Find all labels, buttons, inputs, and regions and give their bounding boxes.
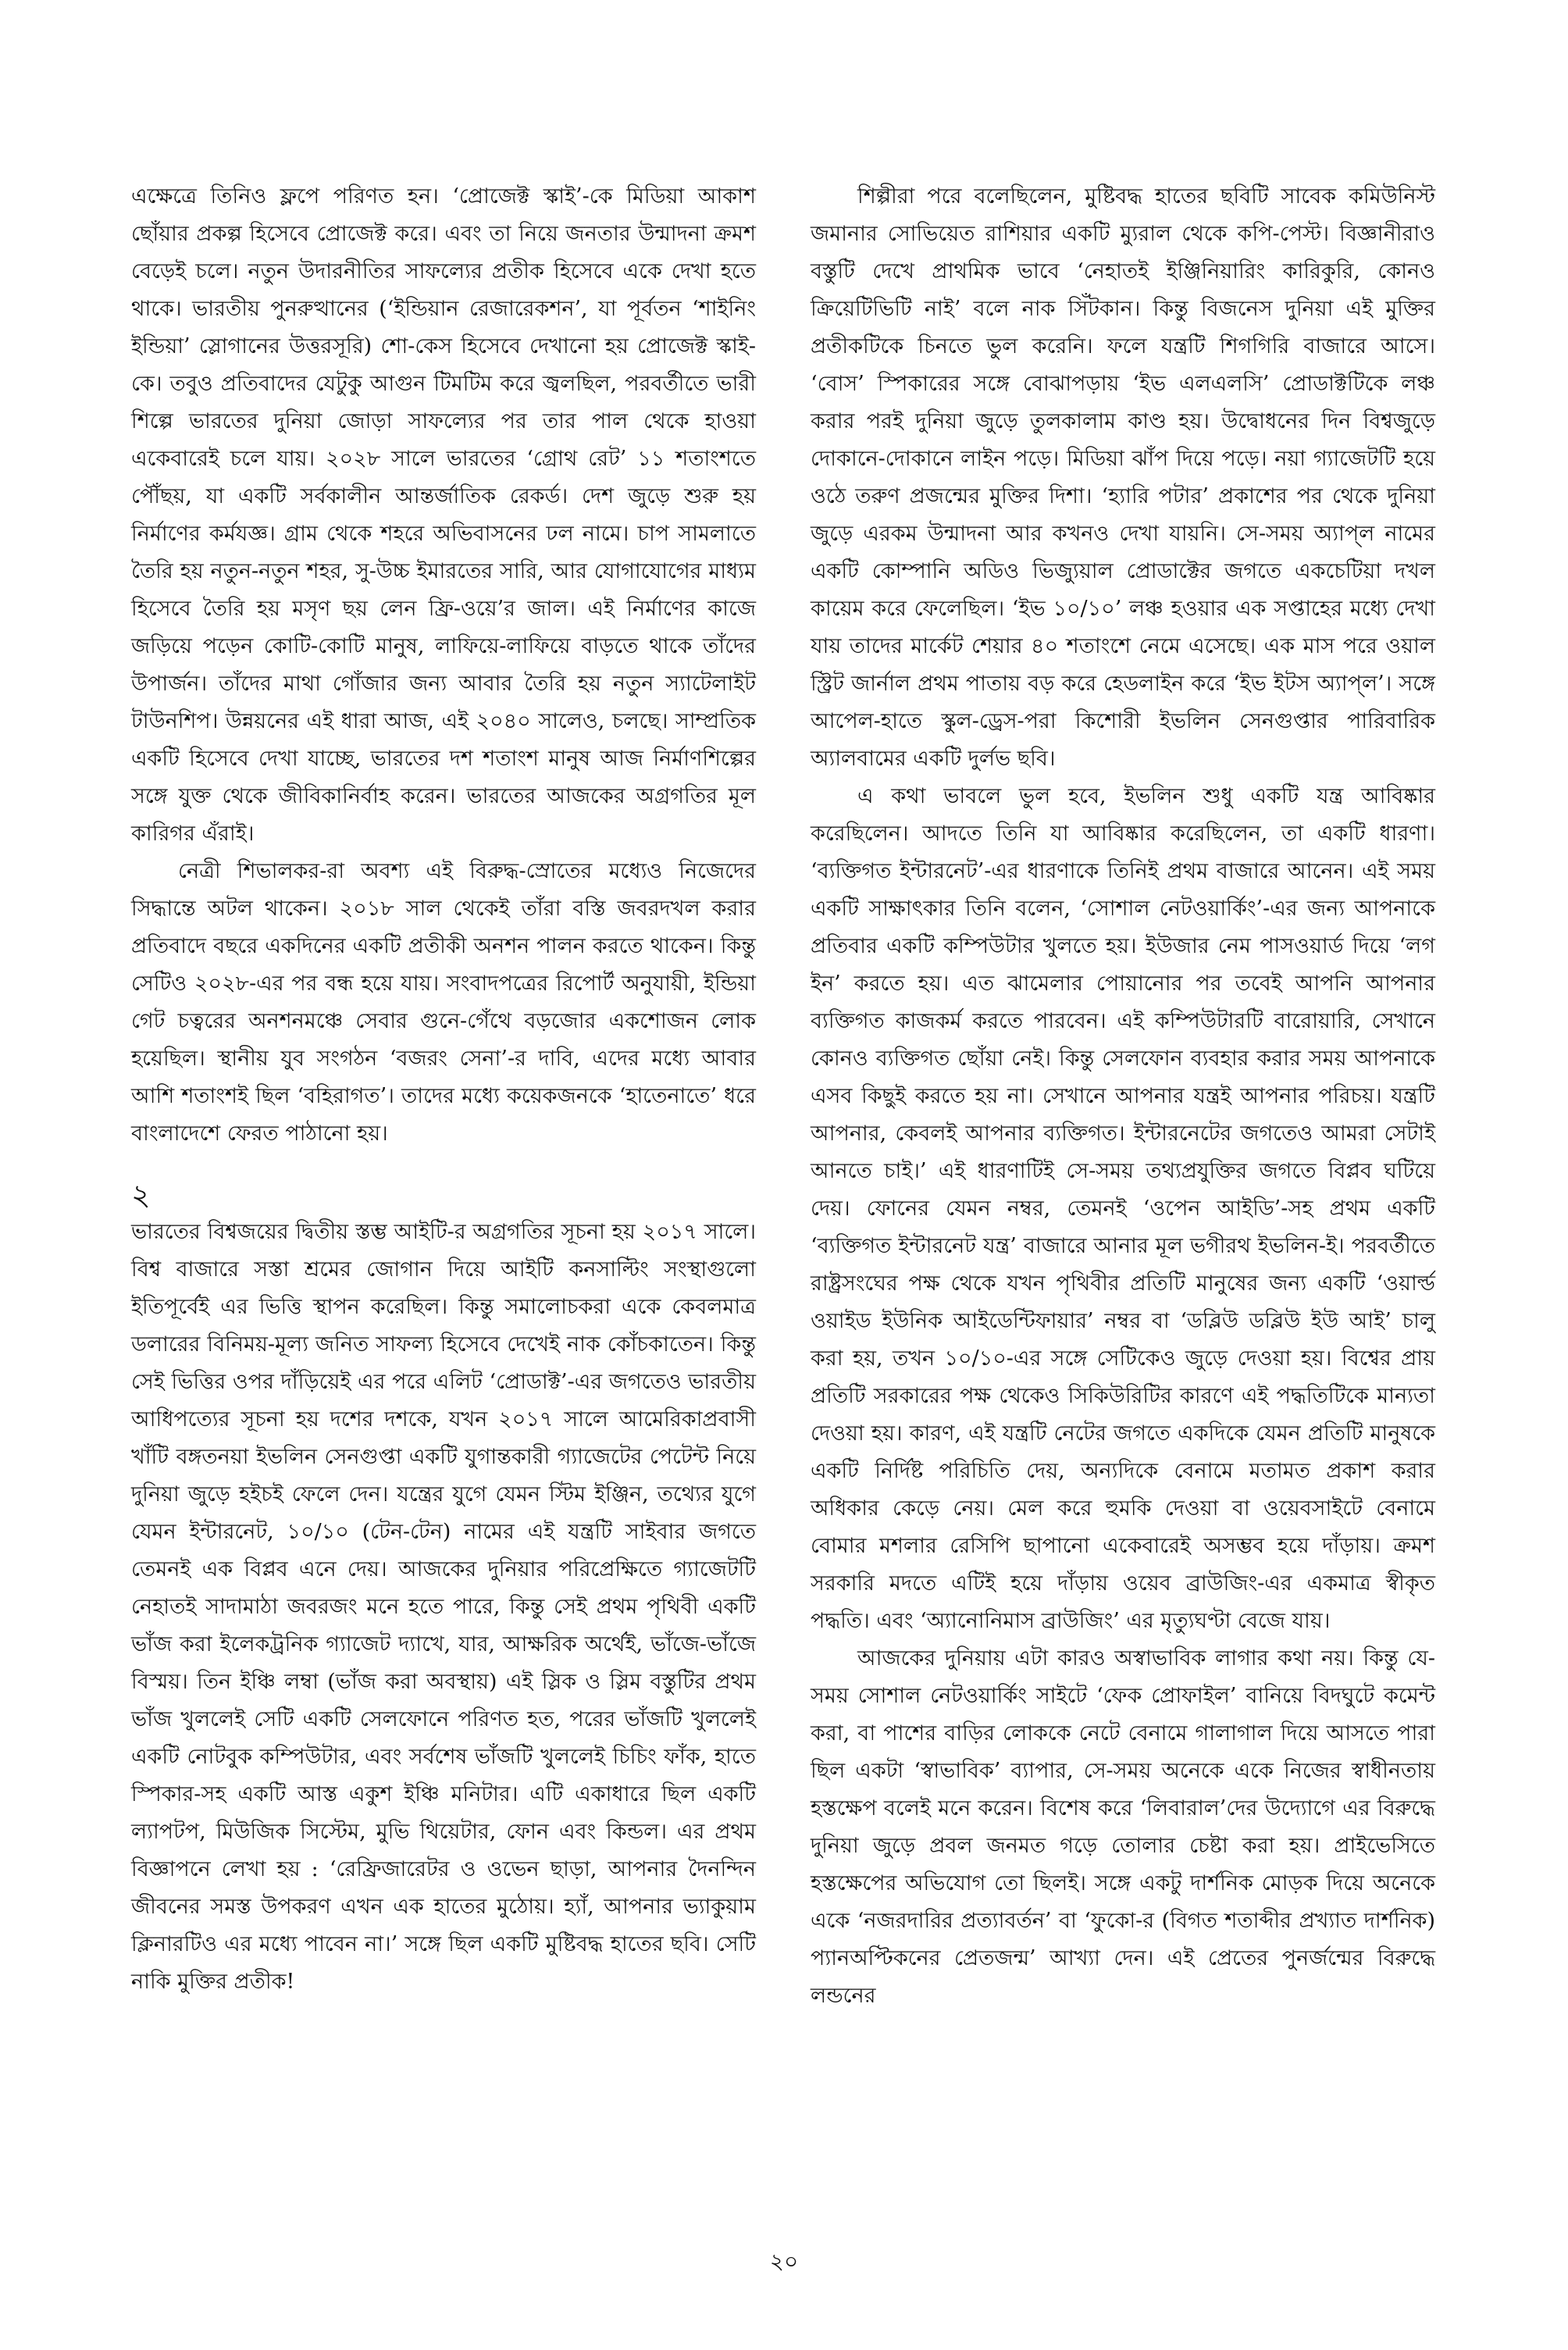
left-paragraph-1: এক্ষেত্রে তিনিও ফ্লপে পরিণত হন। ‘প্রোজেক্ট স্কাই’-কে মিডিয়া আকাশ ছোঁয়ার প্রকল্প হিসেবে প্রোজেক্ট করে। এবং তা নিয়ে জনতার উন্মাদনা ক্রমশ বেড়েই চলে। নতুন উদারনীতির সাফল্যের প্রতীক হিসেবে একে দেখা হতে থাকে। ভারতীয় পুনরুত্থানের (‘ইন্ডিয়ান রেজারেকশন’, যা পূর্বতন ‘শাইনিং ইন্ডিয়া’ স্লোগানের উত্তরসূরি) শো-কেস হিসেবে দেখানো হয় প্রোজেক্ট স্কাই-কে। তবুও প্রতিবাদের যেটুকু আগুন টিমটিম করে জ্বলছিল, পরবর্তীতে ভারী শিল্পে ভারতের দুনিয়া জোড়া সাফল্যের পর তার পাল থেকে হাওয়া একেবারেই চলে যায়। ২০২৮ সালে ভারতের ‘গ্রোথ রেট’ ১১ শতাংশতে পৌঁছয়, যা একটি সর্বকালীন আন্তর্জাতিক রেকর্ড। দেশ জুড়ে শুরু হয় নির্মাণের কর্মযজ্ঞ। গ্রাম থেকে শহরে অভিবাসনের ঢল নামে। চাপ সামলাতে তৈরি হয় নতুন-নতুন শহর, সু-উচ্চ ইমারতের সারি, আর যোগাযোগের মাধ্যম হিসেবে তৈরি হয় মসৃণ ছয় লেন ফ্রি-ওয়ে’র জাল। এই নির্মাণের কাজে জড়িয়ে পড়েন কোটি-কোটি মানুষ, লাফিয়ে-লাফিয়ে বাড়তে থাকে তাঁদের উপার্জন। তাঁদের মাথা গোঁজার জন্য আবার তৈরি হয় নতুন স্যাটেলাইট টাউনশিপ। উন্নয়নের এই ধারা আজ, এই ২০৪০ সালেও, চলছে। সাম্প্রতিক একটি হিসেবে দেখা যাচ্ছে, ভারতের দশ শতাংশ মানুষ আজ নির্মাণশিল্পের সঙ্গে যুক্ত থেকে জীবিকানির্বাহ করেন। ভারতের আজকের অগ্রগতির মূল কারিগর এঁরাই। (131, 184, 756, 846)
right-column (811, 178, 1435, 2015)
right-paragraph-3: আজকের দুনিয়ায় এটা কারও অস্বাভাবিক লাগার কথা নয়। কিন্তু যে-সময় সোশাল নেটওয়ার্কিং সাইটে ‘ফেক প্রোফাইল’ বানিয়ে বিদঘুটে কমেন্ট করা, বা পাশের বাড়ির লোককে নেটে বেনামে গালাগাল দিয়ে আসতে পারা ছিল একটা ‘স্বাভাবিক’ ব্যাপার, সে-সময় অনেকে একে নিজের স্বাধীনতায় হস্তক্ষেপ বলেই মনে করেন। বিশেষ করে ‘লিবারাল’দের উদ্যোগে এর বিরুদ্ধে দুনিয়া জুড়ে প্রবল জনমত গড়ে তোলার চেষ্টা করা হয়। প্রাইভেসিতে হস্তক্ষেপের অভিযোগ তো ছিলই। সঙ্গে একটু দার্শনিক মোড়ক দিয়ে অনেকে একে ‘নজরদারির প্রত্যাবর্তন’ বা ‘ফুকো-র (বিগত শতাব্দীর প্রখ্যাত দার্শনিক) প্যানঅপ্টিকনের প্রেতজন্ম’ আখ্যা দেন। এই প্রেতের পুনর্জন্মের বিরুদ্ধে লন্ডনের (811, 1646, 1435, 2008)
left-column (131, 178, 756, 2001)
right-paragraph-1: শিল্পীরা পরে বলেছিলেন, মুষ্টিবদ্ধ হাতের ছবিটি সাবেক কমিউনিস্ট জমানার সোভিয়েত রাশিয়ার একটি ম্যুরাল থেকে কপি-পেস্ট। বিজ্ঞানীরাও বস্তুটি দেখে প্রাথমিক ভাবে ‘নেহাতই ইঞ্জিনিয়ারিং কারিকুরি, কোনও ক্রিয়েটিভিটি নাই’ বলে নাক সিঁটকান। কিন্তু বিজনেস দুনিয়া এই মুক্তির প্রতীকটিকে চিনতে ভুল করেনি। ফলে যন্ত্রটি শিগগিরি বাজারে আসে। ‘বোস’ স্পিকারের সঙ্গে বোঝাপড়ায় ‘ইভ এলএলসি’ প্রোডাক্টটিকে লঞ্চ করার পরই দুনিয়া জুড়ে তুলকালাম কাণ্ড হয়। উদ্বোধনের দিন বিশ্বজুড়ে দোকানে-দোকানে লাইন পড়ে। মিডিয়া ঝাঁপ দিয়ে পড়ে। নয়া গ্যাজেটটি হয়ে ওঠে তরুণ প্রজন্মের মুক্তির দিশা। ‘হ্যারি পটার’ প্রকাশের পর থেকে দুনিয়া জুড়ে এরকম উন্মাদনা আর কখনও দেখা যায়নি। সে-সময় অ্যাপ্‌ল নামের একটি কোম্পানি অডিও ভিজ্যুয়াল প্রোডাক্টের জগতে একচেটিয়া দখল কায়েম করে ফেলেছিল। ‘ইভ ১০/১০’ লঞ্চ হওয়ার এক সপ্তাহের মধ্যে দেখা যায় তাদের মার্কেট শেয়ার ৪০ শতাংশে নেমে এসেছে। এক মাস পরে ওয়াল স্ট্রিট জার্নাল প্রথম পাতায় বড় করে হেডলাইন করে ‘ইভ ইটস অ্যাপ্‌ল’। সঙ্গে আপেল-হাতে স্কুল-ড্রেস-পরা কিশোরী ইভলিন সেনগুপ্তার পারিবারিক অ্যালবামের একটি দুর্লভ ছবি। (811, 184, 1435, 771)
right-paragraph-2: এ কথা ভাবলে ভুল হবে, ইভলিন শুধু একটি যন্ত্র আবিষ্কার করেছিলেন। আদতে তিনি যা আবিষ্কার করেছিলেন, তা একটি ধারণা। ‘ব্যক্তিগত ইন্টারনেট’-এর ধারণাকে তিনিই প্রথম বাজারে আনেন। এই সময় একটি সাক্ষাৎকার তিনি বলেন, ‘সোশাল নেটওয়ার্কিং’-এর জন্য আপনাকে প্রতিবার একটি কম্পিউটার খুলতে হয়। ইউজার নেম পাসওয়ার্ড দিয়ে ‘লগ ইন’ করতে হয়। এত ঝামেলার পোয়ানোর পর তবেই আপনি আপনার ব্যক্তিগত কাজকর্ম করতে পারবেন। এই কম্পিউটারটি বারোয়ারি, সেখানে কোনও ব্যক্তিগত ছোঁয়া নেই। কিন্তু সেলফোন ব্যবহার করার সময় আপনাকে এসব কিছুই করতে হয় না। সেখানে আপনার যন্ত্রই আপনার পরিচয়। যন্ত্রটি আপনার, কেবলই আপনার ব্যক্তিগত। ইন্টারনেটের জগতেও আমরা সেটাই আনতে চাই।’ এই ধারণাটিই সে-সময় তথ্যপ্রযুক্তির জগতে বিপ্লব ঘটিয়ে দেয়। ফোনের যেমন নম্বর, তেমনই ‘ওপেন আইডি’-সহ প্রথম একটি ‘ব্যক্তিগত ইন্টারনেট যন্ত্র’ বাজারে আনার মূল ভগীরথ ইভলিন-ই। পরবর্তীতে রাষ্ট্রসংঘের পক্ষ থেকে যখন পৃথিবীর প্রতিটি মানুষের জন্য একটি ‘ওয়ার্ল্ড ওয়াইড ইউনিক আইডেন্টিফায়ার’ নম্বর বা ‘ডব্লিউ ডব্লিউ ইউ আই’ চালু করা হয়, তখন ১০/১০-এর সঙ্গে সেটিকেও জুড়ে দেওয়া হয়। বিশ্বের প্রায় প্রতিটি সরকারের পক্ষ থেকেও সিকিউরিটির কারণে এই পদ্ধতিটিকে মান্যতা দেওয়া হয়। কারণ, এই যন্ত্রটি নেটের জগতে একদিকে যেমন প্রতিটি মানুষকে একটি নির্দিষ্ট পরিচিতি দেয়, অন্যদিকে বেনামে মতামত প্রকাশ করার অধিকার কেড়ে নেয়। মেল করে হুমকি দেওয়া বা ওয়েবসাইটে বেনামে বোমার মশলার রেসিপি ছাপানো একেবারেই অসম্ভব হয়ে দাঁড়ায়। ক্রমশ সরকারি মদতে এটিই হয়ে দাঁড়ায় ওয়েব ব্রাউজিং-এর একমাত্র স্বীকৃত পদ্ধতি। এবং ‘অ্যানোনিমাস ব্রাউজিং’ এর মৃত্যুঘণ্টা বেজে যায়। (811, 784, 1435, 1633)
page-number: ২০ (769, 2248, 799, 2274)
left-paragraph-3: ভারতের বিশ্বজয়ের দ্বিতীয় স্তম্ভ আইটি-র অগ্রগতির সূচনা হয় ২০১৭ সালে। বিশ্ব বাজারে সস্তা শ্রমের জোগান দিয়ে আইটি কনসাল্টিং সংস্থাগুলো ইতিপূর্বেই এর ভিত্তি স্থাপন করেছিল। কিন্তু সমালোচকরা একে কেবলমাত্র ডলারের বিনিময়-মূল্য জনিত সাফল্য হিসেবে দেখেই নাক কোঁচকাতেন। কিন্তু সেই ভিত্তির ওপর দাঁড়িয়েই এর পরে এলিট ‘প্রোডাক্ট’-এর জগতেও ভারতীয় আধিপত্যের সূচনা হয় দশের দশকে, যখন ২০১৭ সালে আমেরিকাপ্রবাসী খাঁটি বঙ্গতনয়া ইভলিন সেনগুপ্তা একটি যুগান্তকারী গ্যাজেটের পেটেন্ট নিয়ে দুনিয়া জুড়ে হইচই ফেলে দেন। যন্ত্রের যুগে যেমন স্টিম ইঞ্জিন, তথ্যের যুগে যেমন ইন্টারনেট, ১০/১০ (টেন-টেন) নামের এই যন্ত্রটি সাইবার জগতে তেমনই এক বিপ্লব এনে দেয়। আজকের দুনিয়ার পরিপ্রেক্ষিতে গ্যাজেটটি নেহাতই সাদামাঠা জবরজং মনে হতে পারে, কিন্তু সেই প্রথম পৃথিবী একটি ভাঁজ করা ইলেকট্রনিক গ্যাজেট দ্যাখে, যার, আক্ষরিক অর্থেই, ভাঁজে-ভাঁজে বিস্ময়। তিন ইঞ্চি লম্বা (ভাঁজ করা অবস্থায়) এই স্লিক ও স্লিম বস্তুটির প্রথম ভাঁজ খুললেই সেটি একটি সেলফোনে পরিণত হত, পরের ভাঁজটি খুললেই একটি নোটবুক কম্পিউটার, এবং সর্বশেষ ভাঁজটি খুললেই চিচিং ফাঁক, হাতে স্পিকার-সহ একটি আস্ত একুশ ইঞ্চি মনিটার। এটি একাধারে ছিল একটি ল্যাপটপ, মিউজিক সিস্টেম, মুভি থিয়েটার, ফোন এবং কিন্ডল। এর প্রথম বিজ্ঞাপনে লেখা হয় : ‘রেফ্রিজারেটর ও ওভেন ছাড়া, আপনার দৈনন্দিন জীবনের সমস্ত উপকরণ এখন এক হাতের মুঠোয়। হ্যাঁ, আপনার ভ্যাকুয়াম ক্লিনারটিও এর মধ্যে পাবেন না।’ সঙ্গে ছিল একটি মুষ্টিবদ্ধ হাতের ছবি। সেটি নাকি মুক্তির প্রতীক! (131, 1220, 756, 1994)
left-paragraph-2: নেত্রী শিভালকর-রা অবশ্য এই বিরুদ্ধ-স্রোতের মধ্যেও নিজেদের সিদ্ধান্তে অটল থাকেন। ২০১৮ সাল থেকেই তাঁরা বস্তি জবরদখল করার প্রতিবাদে বছরে একদিনের একটি প্রতীকী অনশন পালন করতে থাকেন। কিন্তু সেটিও ২০২৮-এর পর বন্ধ হয়ে যায়। সংবাদপত্রের রিপোর্ট অনুযায়ী, ইন্ডিয়া গেট চত্বরের অনশনমঞ্চে সেবার গুনে-গেঁথে বড়জোর একশোজন লোক হয়েছিল। স্থানীয় যুব সংগঠন ‘বজরং সেনা’-র দাবি, এদের মধ্যে আবার আশি শতাংশই ছিল ‘বহিরাগত’। তাদের মধ্যে কয়েকজনকে ‘হাতেনাতে’ ধরে বাংলাদেশে ফেরত পাঠানো হয়। (131, 859, 756, 1146)
section-number: ২ (131, 1178, 151, 1212)
